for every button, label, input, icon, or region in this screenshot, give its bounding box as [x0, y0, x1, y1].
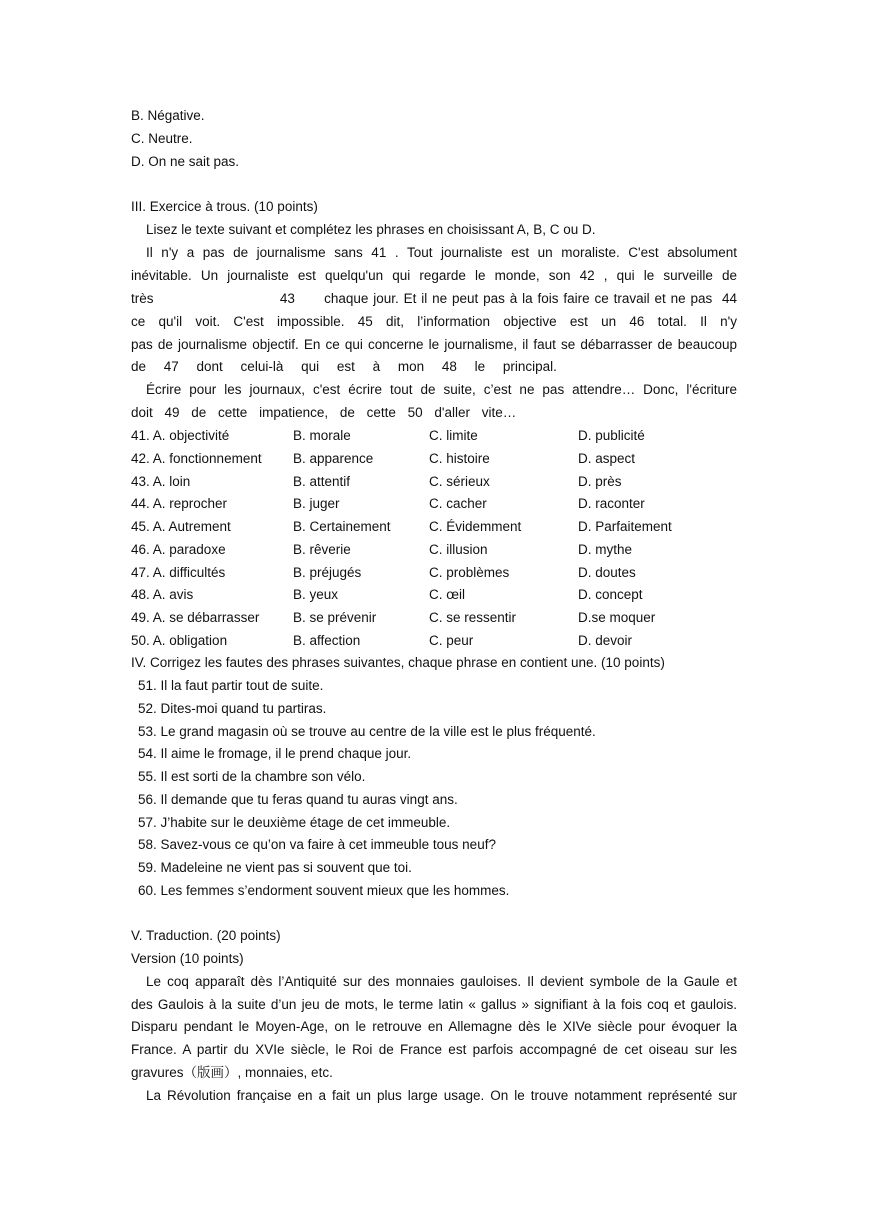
paragraph-line: des Gaulois à la suite d’un jeu de mots, le terme latin « gallus » signifiant à la fois coq et gaulois. [131, 997, 737, 1012]
paragraph-line: Le coq apparaît dès l’Antiquité sur des monnaies gauloises. Il devient symbole de la Gaule et [146, 974, 737, 989]
passage-line: inévitable. Un journaliste est quelqu'un qui regarde le monde, son 42 , qui le surveille de [131, 268, 737, 283]
question-48-option-b: B. yeux [293, 587, 339, 602]
passage-line: pas de journalisme objectif. En ce qui concerne le journalisme, il faut se débarrasser de beaucoup [131, 337, 737, 352]
question-45-option-a: 45. A. Autrement [131, 519, 231, 534]
sentence-item: 55. Il est sorti de la chambre son vélo. [138, 769, 366, 784]
section-3-instruction: Lisez le texte suivant et complétez les phrases en choisissant A, B, C ou D. [146, 222, 596, 237]
sentence-item: 52. Dites-moi quand tu partiras. [138, 701, 327, 716]
question-48-option-a: 48. A. avis [131, 587, 194, 602]
question-45-option-d: D. Parfaitement [578, 519, 672, 534]
question-44-option-d: D. raconter [578, 496, 645, 511]
question-50-option-c: C. peur [429, 633, 474, 648]
question-46-option-a: 46. A. paradoxe [131, 542, 226, 557]
question-50-option-d: D. devoir [578, 633, 633, 648]
version-subheading: Version (10 points) [131, 951, 244, 966]
question-41-option-c: C. limite [429, 428, 478, 443]
passage-line: de 47 dont celui-là qui est à mon 48 le principal. [131, 359, 557, 374]
question-43-option-a: 43. A. loin [131, 474, 191, 489]
question-45-option-c: C. Évidemment [429, 519, 522, 534]
sentence-item: 56. Il demande que tu feras quand tu auras vingt ans. [138, 792, 458, 807]
passage-line: Il n'y a pas de journalisme sans 41 . Tout journaliste est un moraliste. C'est absolument [146, 245, 737, 260]
question-44-option-a: 44. A. reprocher [131, 496, 228, 511]
question-50-option-a: 50. A. obligation [131, 633, 228, 648]
question-41-option-b: B. morale [293, 428, 351, 443]
question-50-option-b: B. affection [293, 633, 361, 648]
question-42-option-a: 42. A. fonctionnement [131, 451, 262, 466]
question-42-option-b: B. apparence [293, 451, 374, 466]
question-42-option-c: C. histoire [429, 451, 490, 466]
question-49-option-c: C. se ressentir [429, 610, 517, 625]
passage-line: Écrire pour les journaux, c'est écrire tout de suite, c’est ne pas attendre… Donc, l'écriture [146, 382, 737, 397]
section-3-heading: III. Exercice à trous. (10 points) [131, 199, 318, 214]
question-43-option-c: C. sérieux [429, 474, 490, 489]
question-42-option-d: D. aspect [578, 451, 636, 466]
question-47-option-c: C. problèmes [429, 565, 510, 580]
question-44-option-b: B. juger [293, 496, 340, 511]
sentence-item: 58. Savez-vous ce qu’on va faire à cet immeuble tous neuf? [138, 837, 496, 852]
question-49-option-b: B. se prévenir [293, 610, 377, 625]
question-43-option-d: D. près [578, 474, 622, 489]
question-48-option-c: C. œil [429, 587, 465, 602]
sentence-item: 60. Les femmes s’endorment souvent mieux que les hommes. [138, 883, 510, 898]
sentence-item: 51. Il la faut partir tout de suite. [138, 678, 324, 693]
option-c-line: C. Neutre. [131, 131, 193, 146]
question-46-option-d: D. mythe [578, 542, 633, 557]
question-49-option-a: 49. A. se débarrasser [131, 610, 260, 625]
question-43-option-b: B. attentif [293, 474, 351, 489]
paragraph-line: Disparu pendant le Moyen-Age, on le retrouve en Allemagne dès le XIVe siècle pour évoquer la [131, 1019, 737, 1034]
question-44-option-c: C. cacher [429, 496, 487, 511]
question-49-option-d: D.se moquer [578, 610, 656, 625]
option-d-line: D. On ne sait pas. [131, 154, 240, 169]
question-41-option-d: D. publicité [578, 428, 645, 443]
sentence-item: 59. Madeleine ne vient pas si souvent que toi. [138, 860, 412, 875]
question-46-option-b: B. rêverie [293, 542, 351, 557]
question-47-option-a: 47. A. difficultés [131, 565, 226, 580]
question-47-option-d: D. doutes [578, 565, 636, 580]
sentence-item: 57. J’habite sur le deuxième étage de cet immeuble. [138, 815, 451, 830]
section-5-heading: V. Traduction. (20 points) [131, 928, 281, 943]
paragraph-line: France. A partir du XVIe siècle, le Roi de France est parfois accompagné de cet oiseau sur les [131, 1042, 737, 1057]
question-46-option-c: C. illusion [429, 542, 488, 557]
sentence-item: 53. Le grand magasin où se trouve au centre de la ville est le plus fréquenté. [138, 724, 596, 739]
question-45-option-b: B. Certainement [293, 519, 391, 534]
passage-line: très 43 chaque jour. Et il ne peut pas à la fois faire ce travail et ne pas 44 [131, 291, 737, 306]
passage-line: ce qu'il voit. C'est impossible. 45 dit, l’information objective est un 46 total. Il n'y [131, 314, 737, 329]
question-48-option-d: D. concept [578, 587, 643, 602]
paragraph-line: gravures（版画）, monnaies, etc. [131, 1065, 333, 1080]
section-4-heading: IV. Corrigez les fautes des phrases suivantes, chaque phrase en contient une. (10 points) [131, 655, 665, 670]
question-41-option-a: 41. A. objectivité [131, 428, 230, 443]
option-b-line: B. Négative. [131, 108, 205, 123]
passage-line: doit 49 de cette impatience, de cette 50 d'aller vite… [131, 405, 517, 420]
question-47-option-b: B. préjugés [293, 565, 362, 580]
paragraph-line: La Révolution française en a fait un plus large usage. On le trouve notamment représenté sur [146, 1088, 737, 1103]
sentence-item: 54. Il aime le fromage, il le prend chaque jour. [138, 746, 412, 761]
